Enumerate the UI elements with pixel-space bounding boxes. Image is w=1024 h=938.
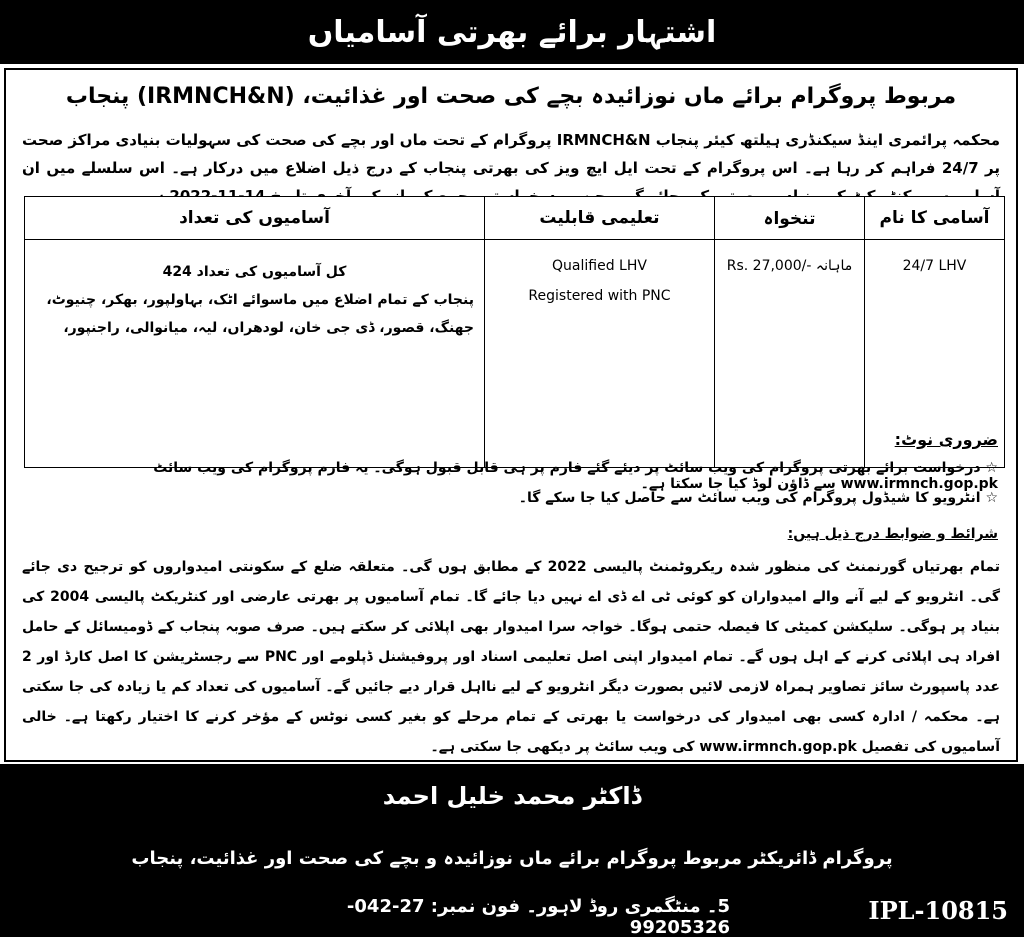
posts-table xyxy=(24,196,1005,468)
notes-heading: ضروری نوٹ: xyxy=(894,430,998,449)
note-item-2: ☆ انٹرویو کا شیڈول پروگرام کی ویب سائٹ سے حاصل کیا جا سکے گا۔ xyxy=(518,490,998,506)
header-qualification: تعلیمی قابلیت xyxy=(485,197,715,240)
note-item-1: ☆ درخواست برائے بھرتی پروگرام کی ویب سائٹ پر دیئے گئے فارم پر ہی قابل قبول ہوگی۔ یہ فارم پروگرام کی ویب سائٹ www.irmnch.gop.pk سے ڈاؤن لوڈ کیا جا سکتا ہے۔ xyxy=(153,460,998,492)
terms-paragraph: تمام بھرتیاں گورنمنٹ کی منظور شدہ ریکروٹمنٹ پالیسی 2022 کے مطابق ہوں گی۔ متعلقہ ضلع کے سکونتی امیدواروں کو ترجیح دی جائے گی۔ انٹرویو کے لیے آنے والے امیدواران کو کوئی ٹی اے ڈی اے نہیں دیا جائے گا۔ تمام آسامیوں پر بھرتی عارضی اور کنٹریکٹ پالیسی 2004 کی بنیاد پر ہوگی۔ سلیکشن کمیٹی کا فیصلہ حتمی ہوگا۔ خواجہ سرا امیدوار بھی اپلائی کر سکتے ہیں۔ صرف صوبہ پنجاب کے ڈومیسائل کے حامل افراد ہی اپلائی کرنے کے اہل ہوں گے۔ تمام امیدوار اپنی اصل تعلیمی اسناد اور پروفیشنل ڈپلومے اور PNC سے رجسٹریشن کا اصل کارڈ اور 2 عدد پاسپورٹ سائز تصاویر ہمراہ لازمی لائیں بصورت دیگر انٹرویو کے لیے نااہل قرار دیے جائیں گے۔ آسامیوں کی تعداد کم یا زیادہ کی جا سکتی ہے۔ محکمہ / ادارہ کسی بھی امیدوار کی درخواست یا بھرتی کے تمام مرحلے کو بغیر کسی نوٹس کے مؤخر کرنے کا اختیار رکھتا ہے۔ خالی آسامیوں کی تفصیل www.irmnch.gop.pk کی ویب سائٹ پر دیکھی جا سکتی ہے۔ xyxy=(22,559,1001,755)
signatory-designation: پروگرام ڈائریکٹر مربوط پروگرام برائے ماں نوزائیدہ و بچے کی صحت اور غذائیت، پنجاب xyxy=(131,848,893,869)
ad-title: اشتہار برائے بھرتی آسامیاں xyxy=(307,14,717,50)
header-seats: آسامیوں کی تعداد xyxy=(25,197,485,240)
intro-paragraph: محکمہ پرائمری اینڈ سیکنڈری ہیلتھ کیئر پنجاب IRMNCH&N پروگرام کے تحت ماں اور بچے کی صحت کی سہولیات بنیادی مراکز صحت پر 24/7 فراہم کر رہا ہے۔ اس پروگرام کے تحت ایل ایچ ویز کی بھرتی پنجاب کے درج ذیل اضلاع میں درکار ہے۔ اس سلسلے میں ان xyxy=(22,131,1000,177)
ipl-code: IPL-10815 xyxy=(868,896,1008,925)
qualification-line-1: Qualified LHV xyxy=(552,258,647,274)
seats-total: کل آسامیوں کی تعداد 424 xyxy=(162,264,347,280)
table-row xyxy=(25,240,1005,468)
qualification-line-2: Registered with PNC xyxy=(528,288,671,304)
qualification-cell xyxy=(485,240,715,468)
terms-heading: شرائط و ضوابط درج ذیل ہیں: xyxy=(787,526,998,542)
office-address: 5۔ منٹگمری روڈ لاہور۔ فون نمبر: 27-042-99205326 xyxy=(346,896,730,938)
header-salary: تنخواہ xyxy=(715,197,865,240)
table-header-row xyxy=(25,197,1005,240)
salary-cell: Rs. 27,000/- ماہانہ xyxy=(715,240,865,468)
ad-header xyxy=(0,0,1024,64)
post-name-cell: 24/7 LHV xyxy=(865,240,1005,468)
seats-cell xyxy=(25,240,485,468)
notice-body xyxy=(4,68,1018,762)
program-subtitle: مربوط پروگرام برائے ماں نوزائیدہ بچے کی صحت اور غذائیت، (IRMNCH&N) پنجاب xyxy=(65,84,957,109)
seats-districts: پنجاب کے تمام اضلاع میں ماسوائے اٹک، بہاولپور، بھکر، چنیوٹ، جھنگ، قصور، ڈی جی خان، لودھراں، لیہ، میانوالی، راجنپور، xyxy=(46,292,474,336)
ad-footer xyxy=(0,764,1024,937)
signatory-name: ڈاکٹر محمد خلیل احمد xyxy=(382,782,642,810)
header-post-name: آسامی کا نام xyxy=(865,197,1005,240)
